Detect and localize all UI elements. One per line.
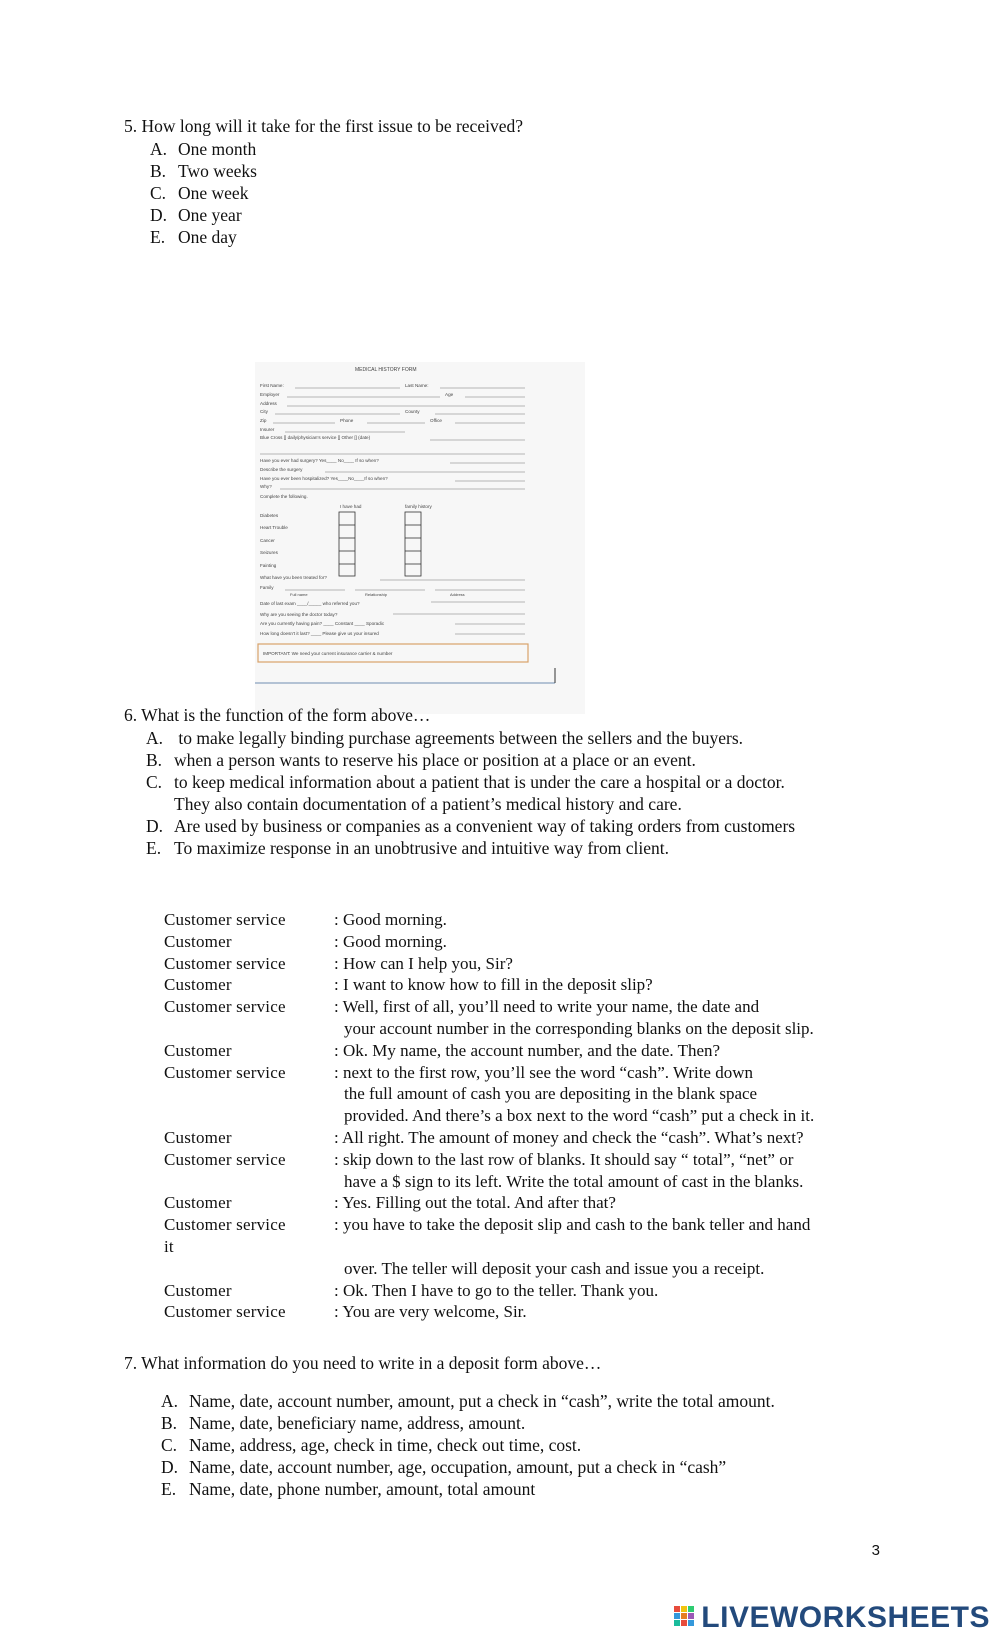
option-text: One month bbox=[178, 139, 257, 159]
option-text: Name, date, account number, age, occupation, amount, put a check in “cash” bbox=[189, 1457, 727, 1477]
form-surgery: Have you ever had surgery? Yes____ No____ If so when? bbox=[260, 458, 379, 463]
speaker-continued: it bbox=[164, 1236, 174, 1256]
form-age: Age bbox=[445, 392, 454, 397]
option-d bbox=[161, 1456, 775, 1478]
speaker: Customer bbox=[164, 1127, 232, 1147]
form-insurer: Insurer bbox=[260, 427, 275, 432]
question-7-options bbox=[161, 1390, 775, 1500]
option-a bbox=[150, 138, 257, 160]
brand-logo bbox=[674, 1601, 990, 1635]
utterance: : You are very welcome, Sir. bbox=[334, 1302, 527, 1322]
utterance-continued: your account number in the corresponding blanks on the deposit slip. bbox=[344, 1018, 814, 1038]
option-text: To maximize response in an unobtrusive and intuitive way from client. bbox=[174, 838, 669, 858]
liveworksheets-icon bbox=[674, 1606, 698, 1630]
option-letter: E. bbox=[146, 838, 162, 858]
option-e bbox=[161, 1478, 775, 1500]
form-describe: Describe the surgery bbox=[260, 467, 303, 472]
option-d bbox=[146, 815, 795, 837]
form-fainting: Fainting bbox=[260, 563, 277, 568]
option-letter: B. bbox=[161, 1413, 178, 1433]
speaker: Customer service bbox=[164, 997, 286, 1017]
option-e bbox=[150, 226, 257, 248]
option-letter: A. bbox=[161, 1391, 179, 1411]
utterance: : All right. The amount of money and check the “cash”. What’s next? bbox=[334, 1127, 804, 1147]
dialogue-row bbox=[164, 1301, 814, 1323]
option-letter: E. bbox=[161, 1479, 177, 1499]
form-how-long: How long doesn't it last? ____ Please give us your insured bbox=[260, 631, 379, 636]
option-text: Name, date, account number, amount, put a check in “cash”, write the total amount. bbox=[189, 1391, 775, 1411]
option-c bbox=[150, 182, 257, 204]
form-seizures: Seizures bbox=[260, 550, 278, 555]
speaker: Customer service bbox=[164, 1215, 286, 1235]
dialogue bbox=[164, 909, 814, 1323]
form-office: Office bbox=[430, 418, 442, 423]
option-e bbox=[146, 837, 795, 859]
form-last-name: Last Name: bbox=[405, 383, 429, 388]
question-7: 7. What information do you need to write in a deposit form above… bbox=[124, 1353, 602, 1373]
option-letter: A. bbox=[146, 728, 164, 748]
speaker: Customer bbox=[164, 931, 232, 951]
utterance-continued: over. The teller will deposit your cash and issue you a receipt. bbox=[344, 1258, 765, 1278]
utterance: : I want to know how to fill in the deposit slip? bbox=[334, 975, 653, 995]
form-title: MEDICAL HISTORY FORM bbox=[355, 367, 417, 373]
form-county: County bbox=[405, 409, 420, 414]
form-city: City bbox=[260, 409, 268, 414]
form-cancer: Cancer bbox=[260, 538, 275, 543]
speaker: Customer service bbox=[164, 910, 286, 929]
option-text: when a person wants to reserve his place or position at a place or an event. bbox=[174, 750, 696, 770]
form-col-family: family history bbox=[405, 504, 432, 509]
form-employer: Employer bbox=[260, 392, 280, 397]
option-text: Name, address, age, check in time, check out time, cost. bbox=[189, 1435, 582, 1455]
option-d bbox=[150, 204, 257, 226]
speaker: Customer bbox=[164, 1193, 232, 1213]
option-letter: D. bbox=[150, 205, 168, 225]
form-col-i-have: I have had bbox=[340, 504, 362, 509]
option-text: Name, date, beneficiary name, address, amount. bbox=[189, 1413, 526, 1433]
form-hospitalized: Have you ever been hospitalized? Yes____No____If so when? bbox=[260, 476, 388, 481]
form-complete: Complete the following. bbox=[260, 494, 308, 499]
speaker: Customer service bbox=[164, 1062, 286, 1082]
dialogue-row bbox=[164, 974, 814, 996]
option-b bbox=[150, 160, 257, 182]
option-letter: C. bbox=[161, 1435, 178, 1455]
speaker: Customer service bbox=[164, 1149, 286, 1169]
speaker: Customer bbox=[164, 1040, 232, 1060]
option-letter: D. bbox=[161, 1457, 179, 1477]
question-5: 5. How long will it take for the first issue to be received? bbox=[124, 116, 523, 136]
speaker: Customer service bbox=[164, 953, 286, 973]
question-6-options bbox=[146, 727, 795, 859]
form-heart: Heart Trouble bbox=[260, 525, 288, 530]
utterance: : Well, first of all, you’ll need to write your name, the date and bbox=[334, 997, 760, 1017]
speaker: Customer bbox=[164, 1280, 232, 1300]
option-text: One year bbox=[178, 205, 242, 225]
dialogue-row bbox=[164, 1192, 814, 1214]
speaker: Customer bbox=[164, 975, 232, 995]
form-sub-relation: Relationship bbox=[365, 592, 388, 597]
dialogue-row bbox=[164, 909, 814, 931]
form-treated: What have you been treated for? bbox=[260, 575, 327, 580]
form-seeing-doctor: Why are you seeing the doctor today? bbox=[260, 612, 338, 617]
utterance: : Ok. Then I have to go to the teller. Thank you. bbox=[334, 1280, 659, 1300]
page-number: 3 bbox=[871, 1542, 880, 1559]
option-text: Two weeks bbox=[178, 161, 257, 181]
utterance: : Yes. Filling out the total. And after that? bbox=[334, 1193, 616, 1213]
option-letter: C. bbox=[150, 183, 167, 203]
option-b bbox=[146, 749, 795, 771]
form-last-exam: Date of last exam ____/_____ who referred you? bbox=[260, 601, 360, 606]
speaker: Customer service bbox=[164, 1302, 286, 1322]
form-policy: Blue Cross [] daily/physician's service [] Other [] (date) bbox=[260, 435, 371, 440]
dialogue-row bbox=[164, 1062, 814, 1127]
brand-name: LIVEWORKSHEETS bbox=[701, 1601, 990, 1634]
form-phone: Phone bbox=[340, 418, 354, 423]
form-diabetes: Diabetes bbox=[260, 513, 279, 518]
question-5-options bbox=[150, 138, 257, 248]
utterance: : How can I help you, Sir? bbox=[334, 953, 513, 973]
utterance-continued bbox=[334, 1236, 810, 1258]
dialogue-row bbox=[164, 1127, 814, 1149]
utterance: : Good morning. bbox=[334, 910, 447, 929]
form-pain: Are you currently having pain? ____ Constant ____ Sporadic bbox=[260, 621, 385, 626]
dialogue-row bbox=[164, 931, 814, 953]
dialogue-row bbox=[164, 1280, 814, 1302]
option-text: One day bbox=[178, 227, 237, 247]
option-b bbox=[161, 1412, 775, 1434]
dialogue-row bbox=[164, 1040, 814, 1062]
form-sub-address: Address bbox=[450, 592, 465, 597]
form-why: Why? bbox=[260, 484, 272, 489]
utterance-continued: provided. And there’s a box next to the word “cash” put a check in it. bbox=[344, 1106, 815, 1126]
utterance: : Good morning. bbox=[334, 931, 447, 951]
utterance: : next to the first row, you’ll see the word “cash”. Write down bbox=[334, 1062, 754, 1082]
form-zip: Zip bbox=[260, 418, 267, 423]
option-text-continued: They also contain documentation of a patient’s medical history and care. bbox=[174, 794, 682, 814]
option-letter: E. bbox=[150, 227, 166, 247]
dialogue-row bbox=[164, 1214, 814, 1279]
form-important: IMPORTANT: We need your current insurance carrier & number bbox=[263, 651, 393, 656]
utterance: : Ok. My name, the account number, and the date. Then? bbox=[334, 1040, 721, 1060]
option-a bbox=[146, 727, 795, 749]
option-text: to keep medical information about a patient that is under the care a hospital or a doctor. bbox=[174, 772, 785, 792]
option-letter: B. bbox=[146, 750, 163, 770]
form-first-name: First Name: bbox=[260, 383, 284, 388]
utterance-continued: the full amount of cash you are depositing in the blank space bbox=[344, 1084, 758, 1104]
utterance-continued: have a $ sign to its left. Write the total amount of cast in the blanks. bbox=[344, 1171, 804, 1191]
dialogue-row bbox=[164, 996, 814, 1040]
option-letter: B. bbox=[150, 161, 167, 181]
option-c bbox=[161, 1434, 775, 1456]
medical-history-form-image bbox=[255, 362, 585, 714]
utterance: : you have to take the deposit slip and cash to the bank teller and hand bbox=[334, 1215, 811, 1235]
option-text: Are used by business or companies as a convenient way of taking orders from customers bbox=[174, 816, 796, 836]
dialogue-row bbox=[164, 953, 814, 975]
utterance: : skip down to the last row of blanks. It should say “ total”, “net” or bbox=[334, 1149, 794, 1169]
option-text: to make legally binding purchase agreements between the sellers and the buyers. bbox=[174, 728, 744, 748]
dialogue-row bbox=[164, 1149, 814, 1193]
option-letter: A. bbox=[150, 139, 168, 159]
form-family: Family bbox=[260, 585, 274, 590]
option-letter: D. bbox=[146, 816, 164, 836]
option-c bbox=[146, 771, 795, 815]
question-6: 6. What is the function of the form above… bbox=[124, 705, 431, 725]
form-sub-name: Full name bbox=[290, 592, 308, 597]
form-address: Address bbox=[260, 401, 277, 406]
option-a bbox=[161, 1390, 775, 1412]
option-letter: C. bbox=[146, 772, 163, 792]
option-text: Name, date, phone number, amount, total amount bbox=[189, 1479, 536, 1499]
option-text: One week bbox=[178, 183, 249, 203]
